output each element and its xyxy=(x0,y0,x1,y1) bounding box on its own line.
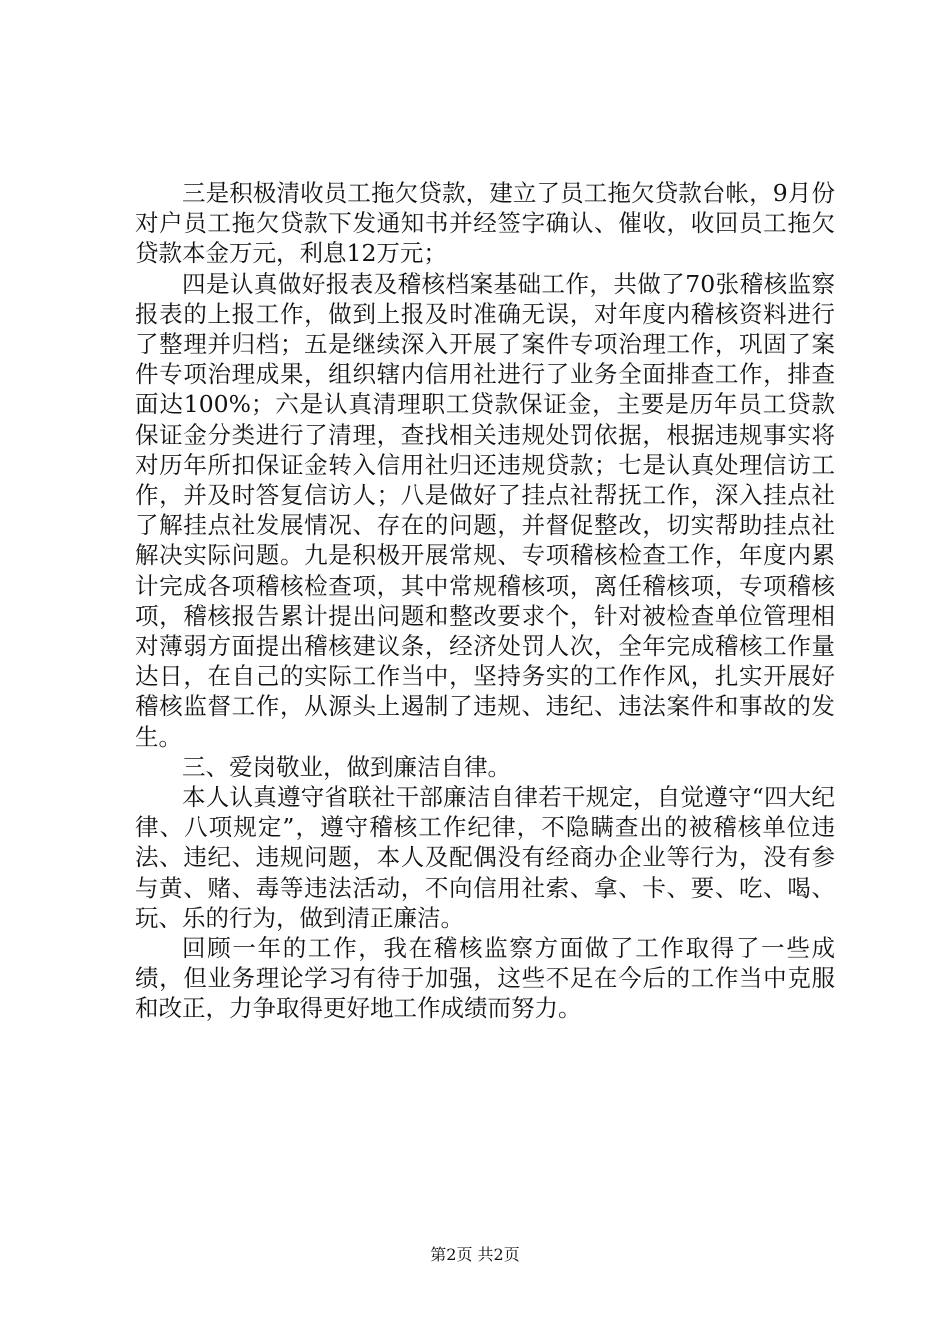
page-footer: 第2页 共2页 xyxy=(430,1245,520,1264)
paragraph-audit-work: 四是认真做好报表及稽核档案基础工作，共做了70张稽核监察报表的上报工作，做到上报及时准确无误，对年度内稽核资料进行了整理并归档；五是继续深入开展了案件专项治理工作，巩固了案件专项治理成果，组织辖内信用社进行了业务全面排查工作，排查面达100%；六是认真清理职工贷款保证金，主要是历年员工贷款保证金分类进行了清理，查找相关违规处罚依据，根据违规事实将对历年所扣保证金转入信用社归还违规贷款；七是认真处理信访工作，并及时答复信访人；八是做好了挂点社帮抚工作，深入挂点社了解挂点社发展情况、存在的问题，并督促整改，切实帮助挂点社解决实际问题。九是积极开展常规、专项稽核检查工作，年度内累计完成各项稽核检查项，其中常规稽核项，离任稽核项，专项稽核项，稽核报告累计提出问题和整改要求个，针对被检查单位管理相对薄弱方面提出稽核建议条，经济处罚人次，全年完成稽核工作量达日，在自己的实际工作当中，坚持务实的工作作风，扎实开展好稽核监督工作，从源头上遏制了违规、违纪、违法案件和事故的发生。 xyxy=(135,269,835,751)
section-heading-integrity: 三、爱岗敬业，做到廉洁自律。 xyxy=(182,752,511,781)
paragraph-loan-recovery: 三是积极清收员工拖欠贷款，建立了员工拖欠贷款台帐，9月份对户员工拖欠贷款下发通知书并经签字确认、催收，收回员工拖欠贷款本金万元，利息12万元； xyxy=(135,179,835,268)
paragraph-integrity: 本人认真遵守省联社干部廉洁自律若干规定，自觉遵守“四大纪律、八项规定”，遵守稽核工作纪律，不隐瞒查出的被稽核单位违法、违纪、违规问题，本人及配偶没有经商办企业等行为，没有参与黄、赌、毒等违法活动，不向信用社索、拿、卡、要、吃、喝、玩、乐的行为，做到清正廉洁。 xyxy=(135,783,835,932)
paragraph-review: 回顾一年的工作，我在稽核监察方面做了工作取得了一些成绩，但业务理论学习有待于加强，这些不足在今后的工作当中克服和改正，力争取得更好地工作成绩而努力。 xyxy=(135,934,835,1023)
document-body xyxy=(135,178,835,1024)
